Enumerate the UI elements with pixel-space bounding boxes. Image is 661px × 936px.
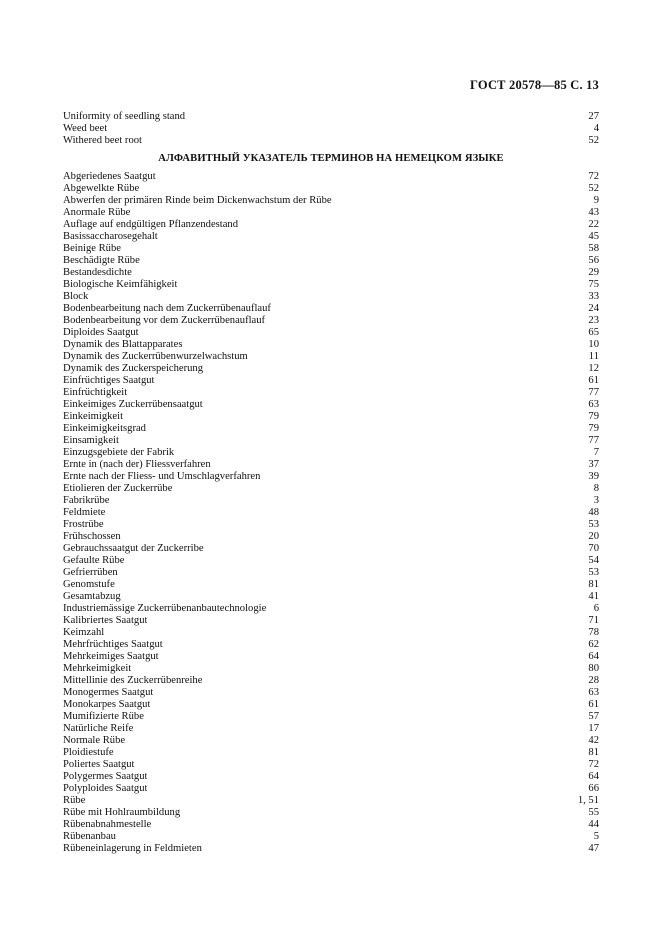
page-number: 20 bbox=[588, 531, 599, 542]
index-entry bbox=[63, 795, 599, 807]
index-term: Rübe bbox=[63, 795, 86, 806]
page-number: 63 bbox=[588, 687, 599, 698]
index-entry bbox=[63, 771, 599, 783]
page-number: 12 bbox=[588, 363, 599, 374]
index-entry bbox=[63, 627, 599, 639]
index-entry bbox=[63, 747, 599, 759]
page-number: 53 bbox=[588, 567, 599, 578]
index-entry bbox=[63, 699, 599, 711]
page-number: 70 bbox=[588, 543, 599, 554]
index-entry bbox=[63, 183, 599, 195]
index-entry bbox=[63, 507, 599, 519]
page-number: 56 bbox=[588, 255, 599, 266]
index-entry bbox=[63, 483, 599, 495]
index-term: Block bbox=[63, 291, 89, 302]
page-number: 24 bbox=[588, 303, 599, 314]
index-term: Bodenbearbeitung nach dem Zuckerrübenauflauf bbox=[63, 303, 271, 314]
page-number: 39 bbox=[588, 471, 599, 482]
index-term: Normale Rübe bbox=[63, 735, 126, 746]
page-number: 55 bbox=[588, 807, 599, 818]
page-number: 47 bbox=[588, 843, 599, 854]
index-entry bbox=[63, 807, 599, 819]
index-term: Einfrüchtigkeit bbox=[63, 387, 128, 398]
index-term: Uniformity of seedling stand bbox=[63, 111, 186, 122]
page-number: 48 bbox=[588, 507, 599, 518]
page-number: 5 bbox=[593, 831, 599, 842]
page-number: 65 bbox=[588, 327, 599, 338]
index-entry bbox=[63, 135, 599, 147]
index-entry bbox=[63, 387, 599, 399]
index-entry bbox=[63, 819, 599, 831]
index-term: Rübenanbau bbox=[63, 831, 116, 842]
page-number: 54 bbox=[588, 555, 599, 566]
page-number: 4 bbox=[593, 123, 599, 134]
index-term: Einzugsgebiete der Fabrik bbox=[63, 447, 175, 458]
page-number: 66 bbox=[588, 783, 599, 794]
index-entry bbox=[63, 639, 599, 651]
index-term: Dynamik des Blattapparates bbox=[63, 339, 183, 350]
index-term: Natürliche Reife bbox=[63, 723, 134, 734]
index-entry bbox=[63, 843, 599, 855]
index-term: Mehrkeimiges Saatgut bbox=[63, 651, 159, 662]
page-number: 79 bbox=[588, 411, 599, 422]
index-term: Gefaulte Rübe bbox=[63, 555, 125, 566]
page-number: 62 bbox=[588, 639, 599, 650]
index-entry bbox=[63, 783, 599, 795]
page-number: 77 bbox=[588, 435, 599, 446]
index-entry bbox=[63, 663, 599, 675]
page-number: 42 bbox=[588, 735, 599, 746]
index-entry bbox=[63, 615, 599, 627]
index-term: Biologische Keimfähigkeit bbox=[63, 279, 178, 290]
index-entry bbox=[63, 723, 599, 735]
index-entry bbox=[63, 291, 599, 303]
index-entry bbox=[63, 267, 599, 279]
page-number: 11 bbox=[588, 351, 599, 362]
index-term: Beinige Rübe bbox=[63, 243, 121, 254]
index-entry bbox=[63, 207, 599, 219]
index-entry bbox=[63, 567, 599, 579]
index-term: Bodenbearbeitung vor dem Zuckerrübenauflauf bbox=[63, 315, 266, 326]
index-entry bbox=[63, 195, 599, 207]
page-number: 29 bbox=[588, 267, 599, 278]
index-term: Gesamtabzug bbox=[63, 591, 121, 602]
index-entry bbox=[63, 459, 599, 471]
index-entry bbox=[63, 531, 599, 543]
index-term: Ernte in (nach der) Fliessverfahren bbox=[63, 459, 211, 470]
page-number: 33 bbox=[588, 291, 599, 302]
index-entry bbox=[63, 543, 599, 555]
index-entry bbox=[63, 243, 599, 255]
page-number: 7 bbox=[593, 447, 599, 458]
page-number: 77 bbox=[588, 387, 599, 398]
page-number: 81 bbox=[588, 747, 599, 758]
index-entry bbox=[63, 759, 599, 771]
page-number: 81 bbox=[588, 579, 599, 590]
page-number: 43 bbox=[588, 207, 599, 218]
page-number: 10 bbox=[588, 339, 599, 350]
index-term: Fabrikrübe bbox=[63, 495, 110, 506]
page-number: 61 bbox=[588, 375, 599, 386]
index-entry bbox=[63, 111, 599, 123]
index-entry bbox=[63, 495, 599, 507]
index-term: Einfrüchtiges Saatgut bbox=[63, 375, 155, 386]
index-term: Bestandesdichte bbox=[63, 267, 132, 278]
index-term: Genomstufe bbox=[63, 579, 115, 590]
index-term: Keimzahl bbox=[63, 627, 105, 638]
page-number: 63 bbox=[588, 399, 599, 410]
index-term: Auflage auf endgültigen Pflanzendestand bbox=[63, 219, 239, 230]
index-entry bbox=[63, 399, 599, 411]
index-term: Feldmiete bbox=[63, 507, 106, 518]
page-number: 22 bbox=[588, 219, 599, 230]
index-entry bbox=[63, 171, 599, 183]
index-term: Polyploides Saatgut bbox=[63, 783, 148, 794]
running-header: ГОСТ 20578—85 С. 13 bbox=[470, 78, 599, 92]
index-term: Monogermes Saatgut bbox=[63, 687, 154, 698]
index-term: Monokarpes Saatgut bbox=[63, 699, 151, 710]
german-index-heading: АЛФАВИТНЫЙ УКАЗАТЕЛЬ ТЕРМИНОВ НА НЕМЕЦКОМ ЯЗЫКЕ bbox=[158, 153, 504, 164]
index-entry bbox=[63, 687, 599, 699]
index-entry bbox=[63, 591, 599, 603]
index-term: Weed beet bbox=[63, 123, 108, 134]
index-entry bbox=[63, 435, 599, 447]
index-entry bbox=[63, 351, 599, 363]
page-number: 78 bbox=[588, 627, 599, 638]
page-number: 28 bbox=[588, 675, 599, 686]
index-entry bbox=[63, 675, 599, 687]
index-term: Mehrfrüchtiges Saatgut bbox=[63, 639, 163, 650]
index-entry bbox=[63, 411, 599, 423]
index-entry bbox=[63, 339, 599, 351]
page-number: 6 bbox=[593, 603, 599, 614]
index-entry bbox=[63, 363, 599, 375]
index-entry bbox=[63, 555, 599, 567]
index-term: Rübeneinlagerung in Feldmieten bbox=[63, 843, 202, 854]
index-term: Abwerfen der primären Rinde beim Dickenwachstum der Rübe bbox=[63, 195, 332, 206]
index-term: Dynamik des Zuckerspeicherung bbox=[63, 363, 204, 374]
index-term: Poliertes Saatgut bbox=[63, 759, 135, 770]
index-entry bbox=[63, 471, 599, 483]
index-term: Beschädigte Rübe bbox=[63, 255, 140, 266]
index-term: Mehrkeimigkeit bbox=[63, 663, 132, 674]
index-term: Rübenabnahmestelle bbox=[63, 819, 152, 830]
index-entry bbox=[63, 519, 599, 531]
index-entry bbox=[63, 651, 599, 663]
index-entry bbox=[63, 735, 599, 747]
page-number: 44 bbox=[588, 819, 599, 830]
index-entry bbox=[63, 711, 599, 723]
index-term: Ernte nach der Fliess- und Umschlagverfahren bbox=[63, 471, 261, 482]
index-term: Polygermes Saatgut bbox=[63, 771, 148, 782]
index-term: Kalibriertes Saatgut bbox=[63, 615, 148, 626]
page-number: 1, 51 bbox=[577, 795, 599, 806]
page-number: 8 bbox=[593, 483, 599, 494]
index-term: Basissaccharosegehalt bbox=[63, 231, 158, 242]
page-number: 53 bbox=[588, 519, 599, 530]
index-entry bbox=[63, 603, 599, 615]
page-number: 58 bbox=[588, 243, 599, 254]
index-entry bbox=[63, 279, 599, 291]
index-entry bbox=[63, 219, 599, 231]
page-number: 72 bbox=[588, 171, 599, 182]
index-term: Einkeimigkeitsgrad bbox=[63, 423, 146, 434]
page-number: 71 bbox=[588, 615, 599, 626]
page-number: 45 bbox=[588, 231, 599, 242]
index-entry bbox=[63, 375, 599, 387]
page-number: 79 bbox=[588, 423, 599, 434]
index-term: Einsamigkeit bbox=[63, 435, 119, 446]
english-index-tail bbox=[63, 111, 599, 147]
index-term: Dynamik des Zuckerrübenwurzelwachstum bbox=[63, 351, 248, 362]
german-index-list bbox=[63, 171, 599, 855]
index-term: Einkeimigkeit bbox=[63, 411, 124, 422]
index-term: Industriemässige Zuckerrübenanbautechnologie bbox=[63, 603, 267, 614]
index-entry bbox=[63, 315, 599, 327]
index-term: Gebrauchssaatgut der Zuckerribe bbox=[63, 543, 204, 554]
page-number: 52 bbox=[588, 183, 599, 194]
index-term: Abgewelkte Rübe bbox=[63, 183, 140, 194]
index-term: Frostrübe bbox=[63, 519, 104, 530]
index-term: Diploides Saatgut bbox=[63, 327, 139, 338]
index-term: Ploidiestufe bbox=[63, 747, 114, 758]
page-number: 23 bbox=[588, 315, 599, 326]
index-entry bbox=[63, 447, 599, 459]
index-term: Etiolieren der Zuckerrübe bbox=[63, 483, 173, 494]
index-entry bbox=[63, 423, 599, 435]
page-number: 80 bbox=[588, 663, 599, 674]
page-number: 27 bbox=[588, 111, 599, 122]
index-term: Abgeriedenes Saatgut bbox=[63, 171, 156, 182]
index-term: Rübe mit Hohlraumbildung bbox=[63, 807, 181, 818]
index-term: Gefrierrüben bbox=[63, 567, 118, 578]
index-term: Withered beet root bbox=[63, 135, 142, 146]
page-number: 64 bbox=[588, 771, 599, 782]
page-number: 9 bbox=[593, 195, 599, 206]
index-entry bbox=[63, 255, 599, 267]
index-entry bbox=[63, 231, 599, 243]
index-entry bbox=[63, 303, 599, 315]
index-term: Anormale Rübe bbox=[63, 207, 131, 218]
index-term: Mittellinie des Zuckerrübenreihe bbox=[63, 675, 203, 686]
page-number: 41 bbox=[588, 591, 599, 602]
index-term: Mumifizierte Rübe bbox=[63, 711, 144, 722]
page-number: 61 bbox=[588, 699, 599, 710]
index-term: Frühschossen bbox=[63, 531, 121, 542]
page-number: 75 bbox=[588, 279, 599, 290]
page-number: 64 bbox=[588, 651, 599, 662]
page-number: 52 bbox=[588, 135, 599, 146]
index-entry bbox=[63, 327, 599, 339]
page-number: 3 bbox=[593, 495, 599, 506]
index-entry bbox=[63, 579, 599, 591]
index-entry bbox=[63, 123, 599, 135]
page-number: 72 bbox=[588, 759, 599, 770]
index-term: Einkeimiges Zuckerrübensaatgut bbox=[63, 399, 203, 410]
page-number: 17 bbox=[588, 723, 599, 734]
page-number: 57 bbox=[588, 711, 599, 722]
page-number: 37 bbox=[588, 459, 599, 470]
index-entry bbox=[63, 831, 599, 843]
